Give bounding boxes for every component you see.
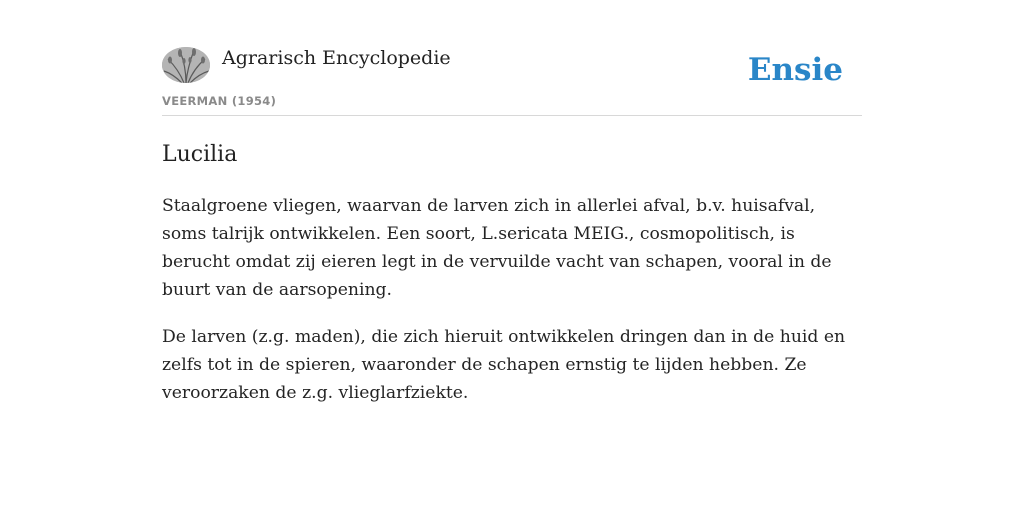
article-title: Lucilia <box>162 142 238 167</box>
article-paragraph: De larven (z.g. maden), die zich hieruit ontwikkelen dringen dan in de huid en zelfs tot in de spieren, waaronder de schapen ernstig te lijden hebben. Ze veroorzaken de z.g. vlieglarfziekte. <box>162 327 846 403</box>
page-container <box>162 44 862 407</box>
source-subtitle: VEERMAN (1954) <box>162 94 277 108</box>
source-title-link[interactable]: Agrarisch Encyclopedie <box>222 47 451 69</box>
ensie-logo-link[interactable]: Ensie <box>747 52 843 88</box>
article-paragraph: Staalgroene vliegen, waarvan de larven zich in allerlei afval, b.v. huisafval, soms talrijk ontwikkelen. Een soort, L.sericata MEIG., cosmopolitisch, is berucht omdat zij eieren legt in de vervuilde vacht van schapen, vooral in de buurt van de aarsopening. <box>162 196 832 300</box>
wheat-icon[interactable] <box>162 47 210 83</box>
source-header <box>162 44 862 116</box>
